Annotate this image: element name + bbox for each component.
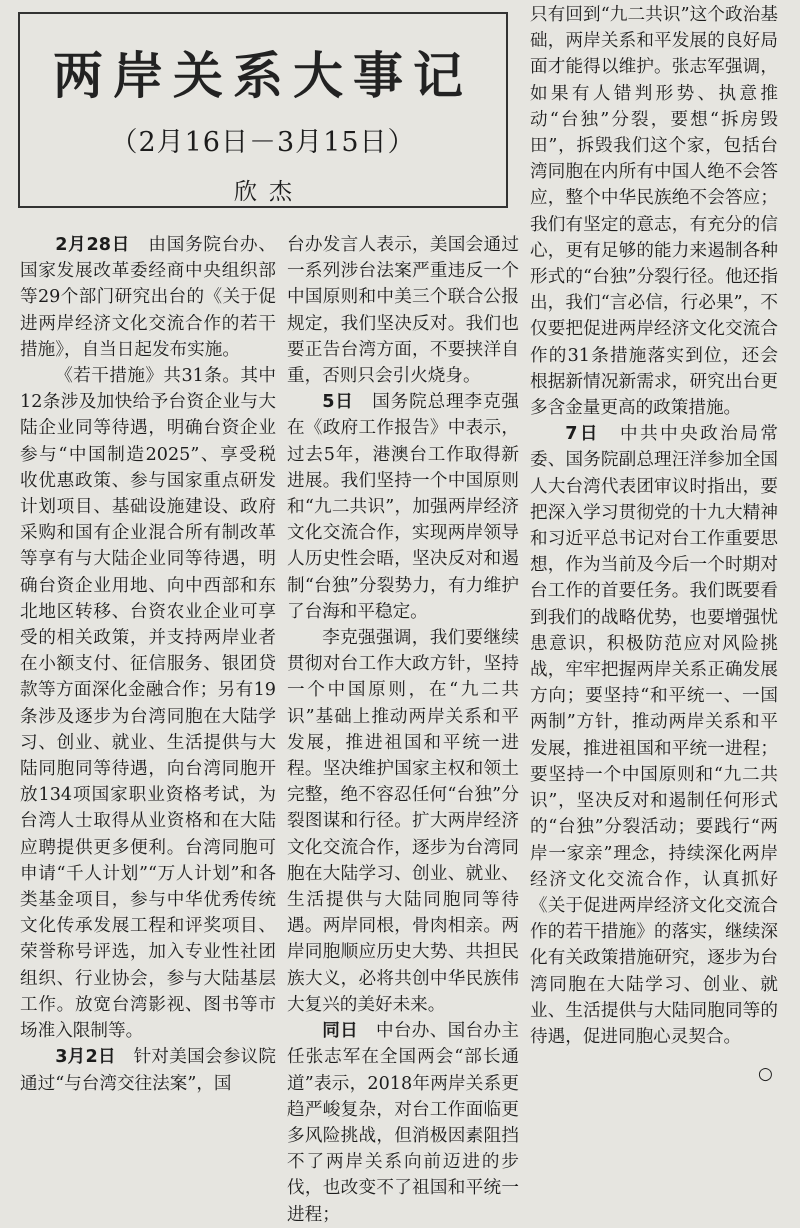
- title-box: [18, 12, 508, 208]
- entry-same-day: [287, 1018, 519, 1228]
- entry-text: 国务院总理李克强在《政府工作报告》中表示，过去5年，港澳台工作取得新进展。我们坚持一个中国原则和“九二共识”，加强两岸经济文化交流合作，实现两岸领导人历史性会晤，坚决反对和遏制“台独”分裂势力，有力维护了台海和平稳定。: [287, 392, 519, 622]
- column-2: [287, 232, 519, 1228]
- entry-date: 2月28日: [55, 235, 131, 255]
- entry-mar-5: [287, 389, 519, 625]
- column-1: [20, 232, 276, 1097]
- entry-date: 7日: [565, 424, 600, 445]
- entry-text: 中共中央政治局常委、国务院副总理汪洋参加全国人大台湾代表团审议时指出，要把深入学习贯彻党的十九大精神和习近平总书记对台工作重要思想，作为当前及今后一个时期对台工作的首要任务。我们既要看到我们的战略优势，也要增强忧患意识，积极防范应对风险挑战，牢牢把握两岸关系正确发展方向；要坚持“和平统一、一国两制”方针，推动两岸关系和平发展，推进祖国和平统一进程；要坚持一个中国原则和“九二共识”，坚决反对和遏制任何形式的“台独”分裂活动；要践行“两岸一家亲”理念，持续深化两岸经济文化交流合作，认真抓好《关于促进两岸经济文化交流合作的若干措施》的落实，继续深化有关政策措施研究，逐步为台湾同胞在大陆学习、创业、就业、生活提供与大陆同胞同等的待遇，促进同胞心灵契合。: [530, 424, 778, 1047]
- article-title: 两岸关系大事记: [53, 47, 473, 105]
- paragraph-continued: 台办发言人表示，美国会通过一系列涉台法案严重违反一个中国原则和中美三个联合公报规定，我们坚决反对。我们也要正告台湾方面，不要挟洋自重，否则只会引火烧身。: [287, 235, 519, 387]
- entry-feb-28: [20, 232, 276, 363]
- entry-date: 同日: [322, 1021, 359, 1042]
- date-range: （2月16日－3月15日）: [110, 127, 416, 158]
- author: 欣杰: [234, 179, 304, 205]
- entry-date: 3月2日: [55, 1047, 116, 1068]
- entry-date: 5日: [322, 392, 354, 413]
- entry-mar-2: [20, 1044, 276, 1096]
- entry-text: 由国务院台办、国家发展改革委经商中央组织部等29个部门研究出台的《关于促进两岸经济文化交流合作的若干措施》，自当日起发布实施。: [20, 235, 276, 360]
- end-mark: ○: [758, 1064, 773, 1084]
- entry-mar-7: [530, 421, 778, 1050]
- column-3: [530, 2, 778, 1050]
- paragraph: 李克强强调，我们要继续贯彻对台工作大政方针，坚持一个中国原则，在“九二共识”基础上推动两岸关系和平发展，推进祖国和平统一进程。坚决维护国家主权和领土完整，绝不容忍任何“台独”分裂图谋和行径。扩大两岸经济文化交流合作，逐步为台湾同胞在大陆学习、创业、就业、生活提供与大陆同胞同等待遇。两岸同根，骨肉相亲。两岸同胞顺应历史大势、共担民族大义，必将共创中华民族伟大复兴的美好未来。: [287, 628, 519, 1015]
- entry-text: 针对美国会参议院通过“与台湾交往法案”，国: [20, 1047, 276, 1094]
- entry-text: 中台办、国台办主任张志军在全国两会“部长通道”表示，2018年两岸关系更趋严峻复杂，对台工作面临更多风险挑战，但消极因素阻挡不了两岸关系向前迈进的步伐，也改变不了祖国和平统一进程；: [287, 1021, 519, 1225]
- paragraph: 《若干措施》共31条。其中12条涉及加快给予台资企业与大陆企业同等待遇，明确台资企业参与“中国制造2025”、享受税收优惠政策、参与国家重点研发计划项目、基础设施建设、政府采购和国有企业混合所有制改革等享有与大陆企业同等待遇，明确台资企业用地、向中西部和东北地区转移、台资农业企业可享受的相关政策，并支持两岸业者在小额支付、征信服务、银团贷款等方面深化金融合作；另有19条涉及逐步为台湾同胞在大陆学习、创业、就业、生活提供与大陆同胞同等待遇，向台湾同胞开放134项国家职业资格考试，为台湾人士取得从业资格和在大陆应聘提供更多便利。台湾同胞可申请“千人计划”“万人计划”和各类基金项目，参与中华优秀传统文化传承发展工程和评奖项目、荣誉称号评选，加入专业性社团组织、行业协会，参与大陆基层工作。放宽台湾影视、图书等市场准入限制等。: [20, 366, 276, 1042]
- paragraph-continued: 只有回到“九二共识”这个政治基础，两岸关系和平发展的良好局面才能得以维护。张志军强调，如果有人错判形势、执意推动“台独”分裂，要想“拆房毁田”，拆毁我们这个家，包括台湾同胞在内所有中国人绝不会答应，整个中华民族绝不会答应；我们有坚定的意志，有充分的信心，更有足够的能力来遏制各种形式的“台独”分裂行径。他还指出，我们“言必信，行必果”，不仅要把促进两岸经济文化交流合作的31条措施落实到位，还会根据新情况新需求，研究出台更多含金量更高的政策措施。: [530, 5, 778, 419]
